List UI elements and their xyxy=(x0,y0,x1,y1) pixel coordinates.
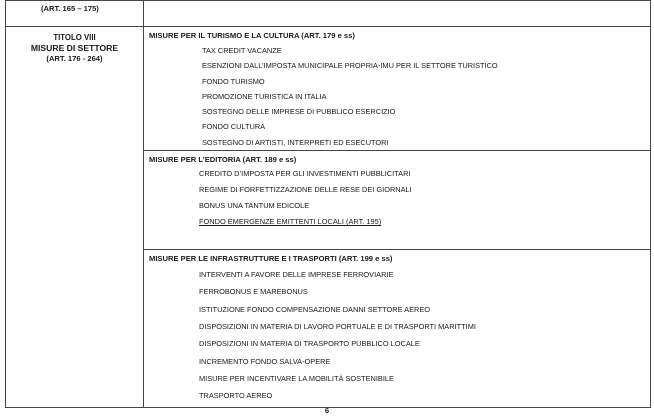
measures-table xyxy=(5,0,651,408)
titolo-cell xyxy=(6,27,144,408)
list-item: BONUS UNA TANTUM EDICOLE xyxy=(199,201,310,211)
list-item: INTERVENTI A FAVORE DELLE IMPRESE FERROVIARIE xyxy=(199,270,394,280)
section-item-list xyxy=(144,166,650,230)
list-item: REGIME DI FORFETTIZZAZIONE DELLE RESE DEI GIORNALI xyxy=(199,185,412,195)
list-item: FERROBONUS E MAREBONUS xyxy=(199,287,308,297)
list-item: CREDITO D’IMPOSTA PER GLI INVESTIMENTI PUBBLICITARI xyxy=(199,169,411,179)
empty-cell xyxy=(144,1,651,27)
list-item: ESENZIONI DALL’IMPOSTA MUNICIPALE PROPRIA-IMU PER IL SETTORE TURISTICO xyxy=(202,61,498,71)
list-item: DISPOSIZIONI IN MATERIA DI LAVORO PORTUALE E DI TRASPORTI MARITTIMI xyxy=(199,321,476,331)
list-item: INCREMENTO FONDO SALVA-OPERE xyxy=(199,356,331,366)
section-heading: MISURE PER IL TURISMO E LA CULTURA (ART. 179 e ss) xyxy=(149,31,355,40)
list-item: FONDO TURISMO xyxy=(202,76,265,86)
page-number: 6 xyxy=(324,406,330,415)
section-heading: MISURE PER LE INFRASTRUTTURE E I TRASPORTI (ART. 199 e ss) xyxy=(149,254,393,264)
list-item: SOSTEGNO DELLE IMPRESE DI PUBBLICO ESERCIZIO xyxy=(202,107,396,117)
previous-title-cell xyxy=(6,1,144,27)
table-row xyxy=(6,1,651,27)
section-turismo xyxy=(144,27,651,151)
list-item: PROMOZIONE TURISTICA IN ITALIA xyxy=(202,91,327,101)
table-row xyxy=(6,27,651,151)
section-editoria xyxy=(144,151,651,250)
titolo-art-range: (ART. 176 - 264) xyxy=(46,54,103,63)
list-item: SOSTEGNO DI ARTISTI, INTERPRETI ED ESECUTORI xyxy=(202,137,389,147)
titolo-name: MISURE DI SETTORE xyxy=(30,43,119,53)
list-item: FONDO CULTURA xyxy=(202,122,266,132)
previous-art-range: (ART. 165 – 175) xyxy=(41,4,99,13)
section-heading: MISURE PER L’EDITORIA (ART. 189 e ss) xyxy=(149,155,297,165)
section-item-list xyxy=(144,266,650,404)
section-infrastrutture xyxy=(144,250,651,408)
list-item: ISTITUZIONE FONDO COMPENSAZIONE DANNI SETTORE AEREO xyxy=(199,304,431,314)
section-item-list xyxy=(144,43,650,150)
list-item: DISPOSIZIONI IN MATERIA DI TRASPORTO PUBBLICO LOCALE xyxy=(199,339,420,349)
list-item: TRASPORTO AEREO xyxy=(199,391,273,401)
list-item: TAX CREDIT VACANZE xyxy=(202,46,282,55)
list-item: MISURE PER INCENTIVARE LA MOBILITÀ SOSTENIBILE xyxy=(199,373,394,383)
list-item: FONDO EMERGENZE EMITTENTI LOCALI (ART. 195) xyxy=(199,217,382,227)
titolo-label: TITOLO VIII xyxy=(53,33,96,42)
